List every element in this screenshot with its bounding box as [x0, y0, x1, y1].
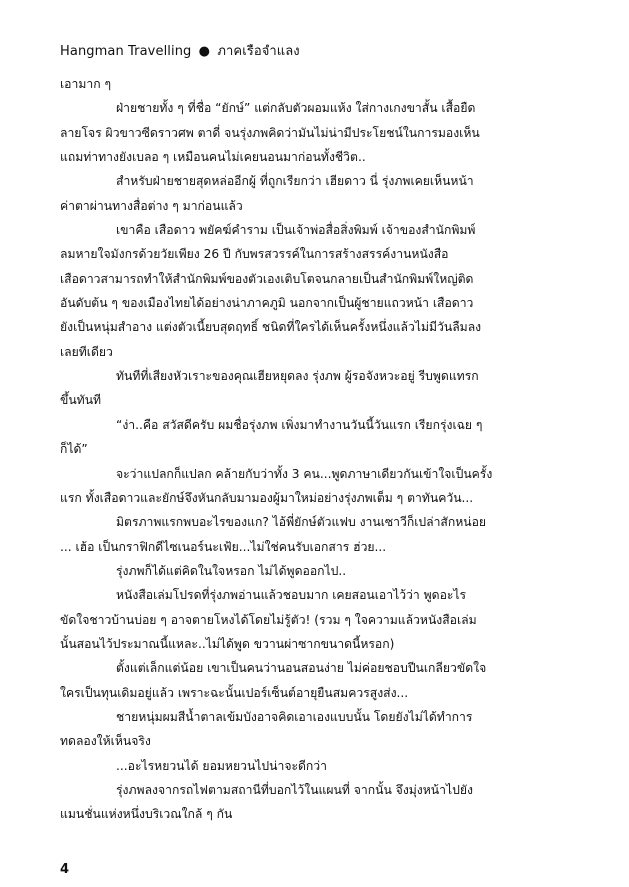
section-title: ภาคเรือจำแลง [217, 44, 300, 59]
text-line: นั้นสอนไว้ประมาณนี้แหละ..ไม่ได้พูด ขวานผ่าซากขนาดนี้หรอก) [60, 636, 395, 651]
text-line: รุ่งภพก็ได้แต่คิดในใจหรอก ไม่ได้พูดออกไป.. [116, 563, 347, 578]
text-line: ใครเป็นทุนเดิมอยู่แล้ว เพราะฉะนั้นเปอร์เซ็นต์อายุยืนสมควรสูงส่ง... [60, 685, 409, 700]
text-line: ตั้งแต่เล็กแต่น้อย เขาเป็นคนว่านอนสอนง่าย ไม่ค่อยชอบปีนเกลียวขัดใจ [116, 661, 487, 676]
text-line: เสือดาวสามารถทำให้สำนักพิมพ์ของตัวเองเติบโตจนกลายเป็นสำนักพิมพ์ใหญ่ติด [60, 271, 474, 286]
text-line: แมนชั่นแห่งหนึ่งบริเวณใกล้ ๆ กัน [60, 807, 233, 822]
text-line: ... เฮ้อ เป็นกราฟิกดีไซเนอร์นะเฟ้ย...ไม่ใช่คนรับเอกสาร ฮ่วย... [60, 539, 387, 554]
text-line: ค่าตาผ่านทางสื่อต่าง ๆ มาก่อนแล้ว [60, 198, 243, 213]
text-line: ยังเป็นหนุ่มสำอาง แต่งตัวเนี้ยบสุดฤทธิ์ ชนิดที่ใครได้เห็นครั้งหนึ่งแล้วไม่มีวันลืมลง [60, 320, 482, 335]
text-line: ทดลองให้เห็นจริง [60, 734, 151, 749]
text-line: แรก ทั้งเสือดาวและยักษ์จึงหันกลับมามองผู้มาใหม่อย่างรุ่งภพเต็ม ๆ ตาทันควัน... [60, 490, 474, 505]
text-line: สำหรับฝ่ายชายสุดหล่ออีกผู้ ที่ถูกเรียกว่า เฮียดาว นี่ รุ่งภพเคยเห็นหน้า [116, 174, 474, 189]
text-line: จะว่าแปลกก็แปลก คล้ายกับว่าทั้ง 3 คน...พูดภาษาเดียวกันเข้าใจเป็นครั้ง [116, 466, 493, 481]
text-line: เลยทีเดียว [60, 344, 113, 359]
text-line: มิตรภาพแรกพบอะไรของแก? ไอ้พี่ยักษ์ตัวแฟบ งานเซาวีก็เปล่าสักหน่อย [116, 515, 487, 530]
text-line: ลมหายใจมังกรด้วยวัยเพียง 26 ปี กับพรสวรรค์ในการสร้างสรรค์งานหนังสือ [60, 247, 449, 262]
text-line: หนังสือเล่มโปรดที่รุ่งภพอ่านแล้วชอบมาก เคยสอนเอาไว้ว่า พูดอะไร [116, 588, 467, 603]
text-line: ขึ้นทันที [60, 393, 102, 408]
text-line: ขัดใจชาวบ้านบ่อย ๆ อาจตายโหงได้โดยไม่รู้ตัว! (รวม ๆ ใจความแล้วหนังสือเล่ม [60, 612, 477, 627]
text-line: เอามาก ๆ [60, 77, 112, 91]
text-line: ฝ่ายชายทั้ง ๆ ที่ชื่อ “ยักษ์” แต่กลับตัวผอมแห้ง ใส่กางเกงขาสั้น เสื้อยืด [116, 101, 476, 116]
text-line: เขาคือ เสือดาว พยัคฆ์คำราม เป็นเจ้าพ่อสื่อสิ่งพิมพ์ เจ้าของสำนักพิมพ์ [116, 223, 476, 238]
text-line: ลายโจร ผิวขาวซีดราวศพ ตาดี่ จนรุ่งภพคิดว่ามันไม่น่ามีประโยชน์ในการมองเห็น [60, 125, 480, 140]
text-line: “ง่า..คือ สวัสดีครับ ผมชื่อรุ่งภพ เพิ่งมาทำงานวันนี้วันแรก เรียกรุ่งเฉย ๆ [116, 417, 483, 432]
bullet-separator: ● [198, 44, 211, 59]
book-title: Hangman Travelling [60, 44, 192, 59]
text-line: ชายหนุ่มผมสีน้ำตาลเข้มบังอาจคิดเอาเองแบบนั้น โดยยังไม่ได้ทำการ [116, 709, 473, 724]
body-text [60, 72, 572, 827]
text-line: อันดับต้น ๆ ของเมืองไทยได้อย่างน่าภาคภูมิ นอกจากเป็นผู้ชายแถวหน้า เสือดาว [60, 296, 474, 311]
running-header [60, 40, 300, 61]
text-line: ...อะไรหยวนได้ ยอมหยวนไปน่าจะดีกว่า [116, 758, 327, 773]
text-line: แถมท่าทางยังเบลอ ๆ เหมือนคนไม่เคยนอนมาก่อนทั้งชีวิต.. [60, 150, 366, 165]
text-line: รุ่งภพลงจากรถไฟตามสถานีที่บอกไว้ในแผนที่ จากนั้น จึงมุ่งหน้าไปยัง [116, 782, 473, 797]
text-line: ก็ได้” [60, 442, 88, 457]
page-number: 4 [60, 862, 70, 877]
text-line: ทันทีที่เสียงหัวเราะของคุณเฮียหยุดลง รุ่งภพ ผู้รอจังหวะอยู่ รีบพูดแทรก [116, 369, 479, 384]
